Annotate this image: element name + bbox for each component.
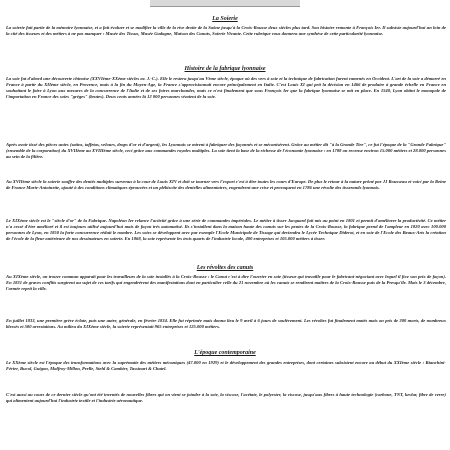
paragraph-histoire-3: Au XVIIème siècle la soierie souffre des dentés multiples survenus à la cour de Louis XIV et doit se tourner vers l'export c'est à dire toutes les cours d'Europe. De plus le retour à la nature prôné par JJ Rousseau et voici par la Reine de France Marie-Antoinette, ajouté à des conditions climatiques éprouvées et un plébiscite des dentelles alimentaires, engendrent une crise et provoquent en 1786 une révolte des tisserands lyonnais. bbox=[6, 179, 446, 191]
section-heading-contemporaine: L'époque contemporaine bbox=[194, 350, 256, 356]
paragraph-revoltes-1: Au XIXème siècle, on trouve commun apparaît pour les travailleurs de la soie installés à la Croix-Rousse : le Canut c'est à dire l'ouvrier en soie (tisseur qui travaille pour le fabricant-négociant avec lequel il fixe son prix de façon). En 1831 de graves conflits surgirent au sujet de ces tarifs qui engendrèrent des manifestations dont en particulier celle du 21 novembre où les canuts se rendirent maîtres de la Croix-Rousse puis de la Presqu'île. Mais le 3 décembre, l'armée reprit la ville. bbox=[6, 274, 446, 292]
paragraph-contemporaine-1: Le XXème siècle est l'époque des transformations avec la suprématie des métiers mécaniques (47.000 en 1929) et le développement des grandes entreprises, dont certaines subsistent encore au début du XXIème siècle : Bianchini-Férier, Bucol, Guigon, Malfroy-Millon, Prelle, Stehl & Cambier, Tassinari & Chatel. bbox=[6, 360, 446, 372]
paragraph-revoltes-2: En juillet 1833, une première grève éclate, puis une autre, générale, en février 1834. Elle fut réprimée mais donna lieu le 9 avril à 6 jours de soulèvement. Les révoltes fut finalement matés mais on pris de 300 morts, de nombreux blessés et 500 arrestations. Au milieu du XIXème siècle, la soierie représentait 965 entreprises et 125.000 métiers. bbox=[6, 318, 446, 330]
paragraph-siecle-or: Le XIXème siècle est le "siècle d'or" de la Fabrique. Napoléon Ier relance l'activité grâce à une série de commandes impériales. Le métier à tisser Jacquard fait mis au point en 1801 et permit d'améliorer la productivité. Ce métier n'a cessé d'être amélioré et il est toujours utilisé aujourd'hui mais de façon très automatisé. Ils s'installent dans la maison haute des canuts sur les pentes de la Croix-Rousse, la fabrique prend de l'ampleur en 1820 avec 100.000 personnes de Lyon, en 1850 la forte concurrence réduit le nombre. Les soies se développent avec par exemple l'Ecole Municipale de Tissage qui deviendra le Lycée Technique Diderot, et en soie de l'Ecole des Beaux-Arts la création de l'école de la fleur antérieure de nos dessinateurs en soierie. En 1868, la soie représente les trois quarts de l'industrie locale, 400 entreprises et 105.000 métiers à tisser. bbox=[6, 218, 446, 242]
paragraph-contemporaine-2: C'est aussi au cours de ce dernier siècle qu'ont été inventés de nouvelles fibres qui on vient se joindre à la soie, la viscose, l'acétate, le polyester, la viscose, jusqu'aux fibres à haute technologie (carbone, TNT, kevlar, fibre de verre) qui alimentent aujourd'hui l'industrie textile et l'industrie aéronautique. bbox=[6, 392, 446, 404]
section-heading-soierie: La Soierie bbox=[212, 16, 238, 22]
section-heading-histoire: Histoire de la fabrique lyonnaise bbox=[184, 66, 266, 72]
paragraph-histoire-2: Après avoir tissé des pièces unies (satins, taffetas, velours, draps d'or et d'argent), les Lyonnais se mirent à fabriquer des façonnés et se mécanisèrent. Grâce au métier dit "à la Grande Tire", ce fut l'époque de la "Grande Fabrique" (ensemble de la corporation) du XVIIème au XVIIIème siècle, ceci grâce aux commandes royales multiples. La soie tient la base de la richesse de l'économie lyonnaise : en 1788 on recense environ 15.000 métiers et 28.000 personnes au sein de la filière. bbox=[6, 142, 446, 160]
paragraph-histoire-1: La soie fut d'abord une découverte chinoise (XXVIème-XXème siècles av. J.-C.). Elle le restera jusqu'au Vème siècle, époque où des vers à soie et la technique de fabrication furent ramenés en Occident. L'art de la soie a démarré en France à partir du XIIème siècle, en Provence, mais à la fin du Moyen-Age, la France s'approvisionnait encore principalement en Italie. C'est Louis XI qui prit la décision en 1466 de produire à grande échelle en France en souhaitant le faire à Lyon aux mesures de la concurrence de l'Italie et de ses foires marchandes, mais ce n'est finalement que sous François Ier que la fabrique lyonnaise se mit en place. En 1540, Lyon obtint le monopole de l'importation en France des soies "grèges" (brutes). Deux cents années là 12 000 personnes vivaient de la soie. bbox=[6, 76, 446, 100]
paragraph-intro: La soierie fait partie de la mémoire lyonnaise, et a fait évoluer et se modifier la ville de la rive droite de la Saône jusqu'à la Croix-Rousse deux siècles plus tard. Son histoire remonte à François Ier. Il subsiste aujourd'hui un loin de la cité des tisseurs et des métiers à ne pas manquer : Musée des Tissus, Musée Gadagne, Maison des Canuts, Soierie Vivante. Cette rubrique vous donnera une synthèse de cette particularité lyonnaise. bbox=[6, 25, 446, 37]
section-heading-revoltes: Les révoltes des canuts bbox=[196, 265, 254, 271]
header-banner bbox=[150, 0, 300, 7]
